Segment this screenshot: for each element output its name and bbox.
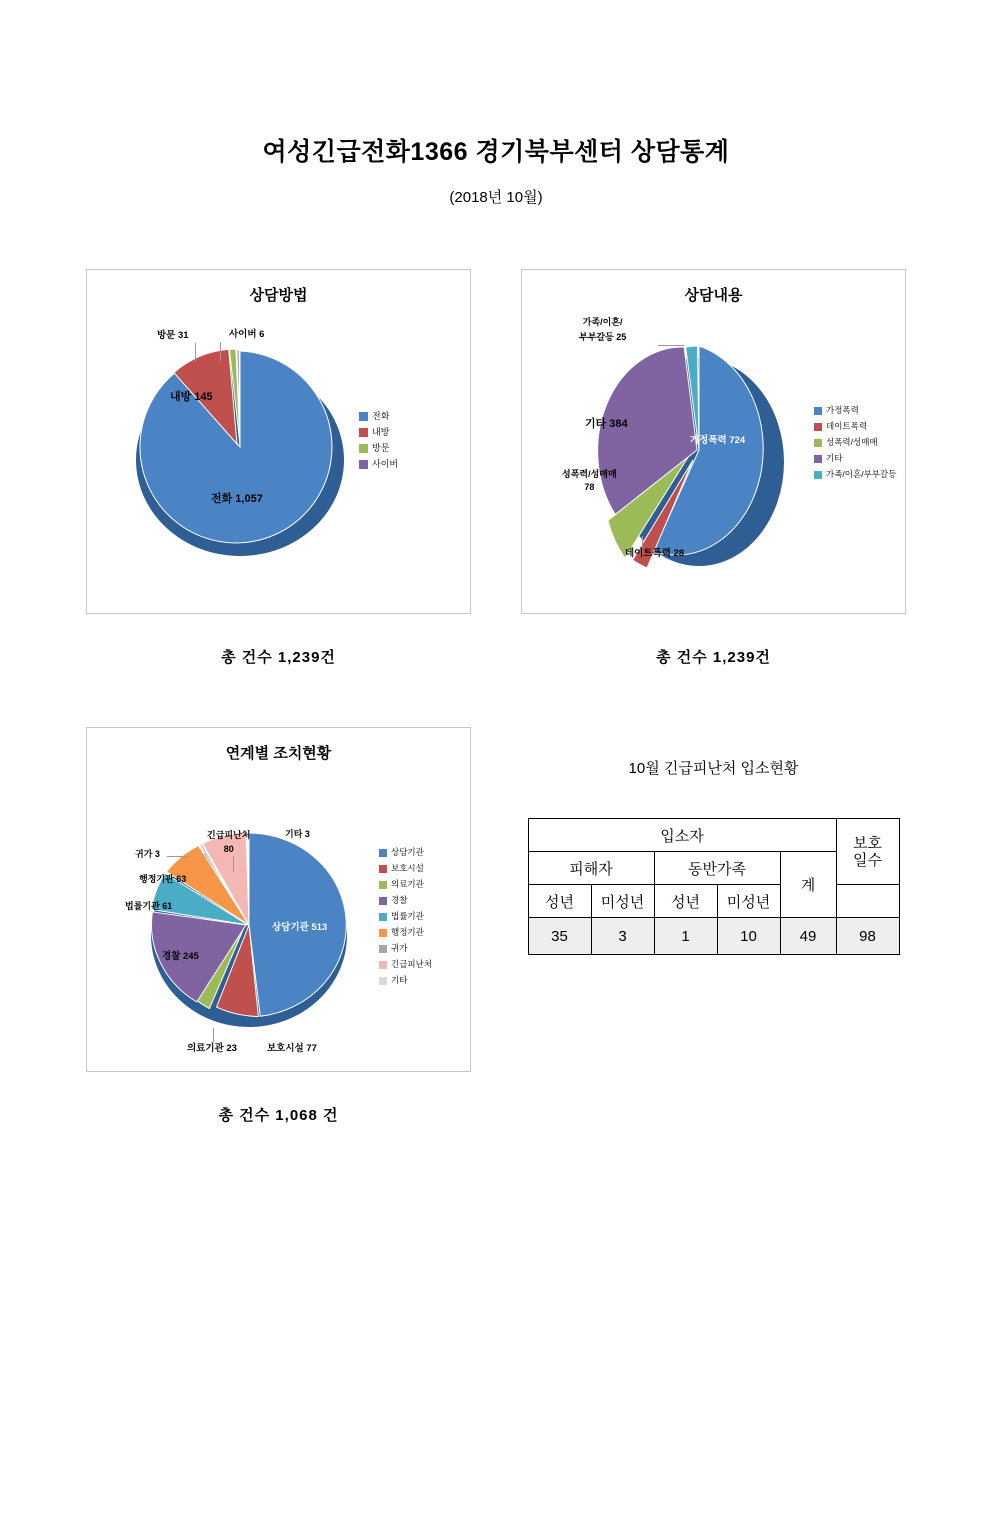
protection-days-line2: 일수 (853, 851, 882, 869)
leader-line-emergency-shelter (233, 856, 234, 872)
data-label-police: 경찰 245 (162, 951, 199, 962)
legend-swatch-icon (359, 460, 368, 469)
table-header-protection-days (836, 819, 899, 885)
legend-label: 경찰 (391, 895, 408, 905)
shelter-table (528, 818, 900, 955)
legend-swatch-icon (814, 455, 822, 463)
table-header-protection-days-spacer (836, 885, 899, 918)
legend-item (379, 846, 432, 859)
table-header-accompanying-family: 동반가족 (654, 852, 780, 885)
leader-line-medical-org (213, 1028, 214, 1042)
shelter-table-caption: 10월 긴급피난처 입소현황 (628, 760, 799, 777)
legend-item (379, 926, 432, 939)
table-row-values (528, 918, 899, 955)
legend-label: 가족/이혼/부부갈등 (826, 469, 897, 479)
legend-label: 행정기관 (391, 927, 424, 937)
legend-item (814, 452, 896, 465)
legend-swatch-icon (379, 865, 387, 873)
legend-counsel-content (814, 404, 896, 484)
table-header-victim-adult: 성년 (528, 885, 591, 918)
data-label-domestic-violence: 가정폭력 724 (690, 435, 746, 446)
total-count-counsel-method: 총 건수 1,239건 (221, 649, 336, 666)
legend-label: 상담기관 (391, 847, 424, 857)
table-header-residents: 입소자 (528, 819, 836, 852)
legend-item (359, 442, 398, 455)
data-label-emergency-shelter-line2: 80 (223, 844, 234, 854)
data-label-emergency-shelter-line1: 긴급피난처 (207, 830, 251, 840)
chart-block-counsel-method (84, 269, 474, 667)
legend-label: 귀가 (391, 943, 408, 953)
legend-item (379, 910, 432, 923)
data-label-family-divorce (579, 315, 626, 345)
legend-item (814, 404, 896, 417)
protection-days-line1: 보호 (853, 834, 882, 852)
legend-label: 가정폭력 (826, 405, 859, 415)
legend-label: 법률기관 (391, 911, 424, 921)
table-cell-victim-minor: 3 (591, 918, 654, 955)
pie-svg-counsel-content (594, 330, 804, 570)
leader-line-cyber (220, 342, 221, 362)
legend-swatch-icon (359, 428, 368, 437)
data-label-counsel-org: 상담기관 513 (272, 922, 328, 933)
legend-referral (379, 846, 432, 990)
data-label-visit-out: 방문 31 (157, 330, 189, 341)
data-label-emergency-shelter (207, 828, 250, 856)
legend-item (359, 426, 398, 439)
legend-swatch-icon (814, 439, 822, 447)
data-label-sexual-violence (562, 468, 617, 494)
legend-item (379, 862, 432, 875)
data-label-return-home: 귀가 3 (135, 849, 160, 859)
legend-label: 방문 (372, 443, 390, 453)
chart-title-counsel-content: 상담내용 (684, 287, 743, 304)
table-row-header-top (528, 819, 899, 852)
data-label-legal-org: 법률기관 61 (125, 901, 173, 911)
table-cell-family-adult: 1 (654, 918, 717, 955)
table-cell-family-minor: 10 (717, 918, 780, 955)
table-cell-protection-days: 98 (836, 918, 899, 955)
table-header-victim: 피해자 (528, 852, 654, 885)
chart-title-counsel-method: 상담방법 (249, 287, 308, 304)
data-label-cyber: 사이버 6 (229, 329, 265, 340)
total-count-counsel-content: 총 건수 1,239건 (656, 649, 771, 666)
chart-title-referral: 연계별 조치현황 (225, 745, 332, 762)
table-row-header-sub (528, 885, 899, 918)
legend-item (814, 468, 896, 481)
table-cell-total: 49 (780, 918, 836, 955)
data-label-sexual-violence-line1: 성폭력/성매매 (562, 469, 617, 479)
legend-label: 긴급피난처 (391, 959, 433, 969)
chart-block-referral (84, 727, 474, 1125)
legend-label: 기타 (391, 975, 408, 985)
data-label-medical-org: 의료기관 23 (187, 1043, 237, 1054)
chart-frame-referral (86, 727, 471, 1072)
legend-label: 기타 (826, 453, 843, 463)
data-label-admin-org: 행정기관 63 (139, 874, 187, 884)
legend-item (359, 458, 398, 471)
charts-row-1 (0, 269, 992, 667)
legend-label: 사이버 (372, 459, 399, 469)
legend-swatch-icon (379, 961, 387, 969)
leader-line-family-divorce (658, 345, 684, 346)
legend-item (379, 878, 432, 891)
legend-swatch-icon (379, 913, 387, 921)
total-count-referral: 총 건수 1,068 건 (218, 1107, 339, 1124)
legend-item (814, 420, 896, 433)
data-label-visit-in: 내방 145 (170, 391, 213, 403)
data-label-family-divorce-line2: 부부갈등 25 (579, 332, 627, 342)
legend-item (379, 974, 432, 987)
data-label-phone: 전화 1,057 (211, 493, 263, 505)
pie-counsel-content (594, 330, 804, 570)
legend-swatch-icon (359, 412, 368, 421)
legend-swatch-icon (379, 897, 387, 905)
data-label-dating-violence: 데이트폭력 28 (625, 548, 685, 559)
legend-counsel-method (359, 410, 398, 474)
legend-item (379, 894, 432, 907)
legend-label: 보호시설 (391, 863, 424, 873)
chart-block-counsel-content (519, 269, 909, 667)
legend-label: 의료기관 (391, 879, 424, 889)
chart-frame-counsel-content (521, 269, 906, 614)
leader-line-return-home (167, 856, 189, 857)
table-cell-victim-adult: 35 (528, 918, 591, 955)
data-label-etc: 기타 3 (285, 829, 310, 839)
table-header-victim-minor: 미성년 (591, 885, 654, 918)
legend-item (359, 410, 398, 423)
legend-label: 내방 (372, 427, 390, 437)
page-subtitle: (2018년 10월) (449, 189, 543, 206)
legend-label: 전화 (372, 411, 390, 421)
page-title: 여성긴급전화1366 경기북부센터 상담통계 (262, 138, 730, 166)
legend-item (379, 958, 432, 971)
table-header-family-adult: 성년 (654, 885, 717, 918)
charts-row-2 (0, 727, 992, 1125)
leader-line-visit-out (195, 343, 196, 362)
leader-line-dating-violence (642, 536, 643, 548)
legend-swatch-icon (814, 471, 822, 479)
legend-label: 성폭력/성매매 (826, 437, 878, 447)
data-label-family-divorce-line1: 가족/이혼/ (582, 317, 623, 327)
table-header-family-minor: 미성년 (717, 885, 780, 918)
shelter-table-block (519, 727, 909, 955)
legend-swatch-icon (814, 423, 822, 431)
legend-swatch-icon (379, 849, 387, 857)
legend-label: 데이트폭력 (826, 421, 868, 431)
legend-swatch-icon (379, 945, 387, 953)
data-label-others: 기타 384 (585, 418, 628, 430)
pie-svg-referral (127, 803, 377, 1053)
legend-swatch-icon (379, 929, 387, 937)
legend-item (814, 436, 896, 449)
legend-item (379, 942, 432, 955)
data-label-sexual-violence-line2: 78 (584, 482, 595, 492)
legend-swatch-icon (379, 977, 387, 985)
data-label-shelter-facility: 보호시설 77 (267, 1043, 317, 1054)
pie-referral (127, 803, 377, 1053)
legend-swatch-icon (359, 444, 368, 453)
pie-svg-counsel-method (125, 332, 355, 562)
pie-counsel-method (125, 332, 355, 562)
table-header-total: 계 (780, 852, 836, 918)
legend-swatch-icon (379, 881, 387, 889)
chart-frame-counsel-method (86, 269, 471, 614)
legend-swatch-icon (814, 407, 822, 415)
